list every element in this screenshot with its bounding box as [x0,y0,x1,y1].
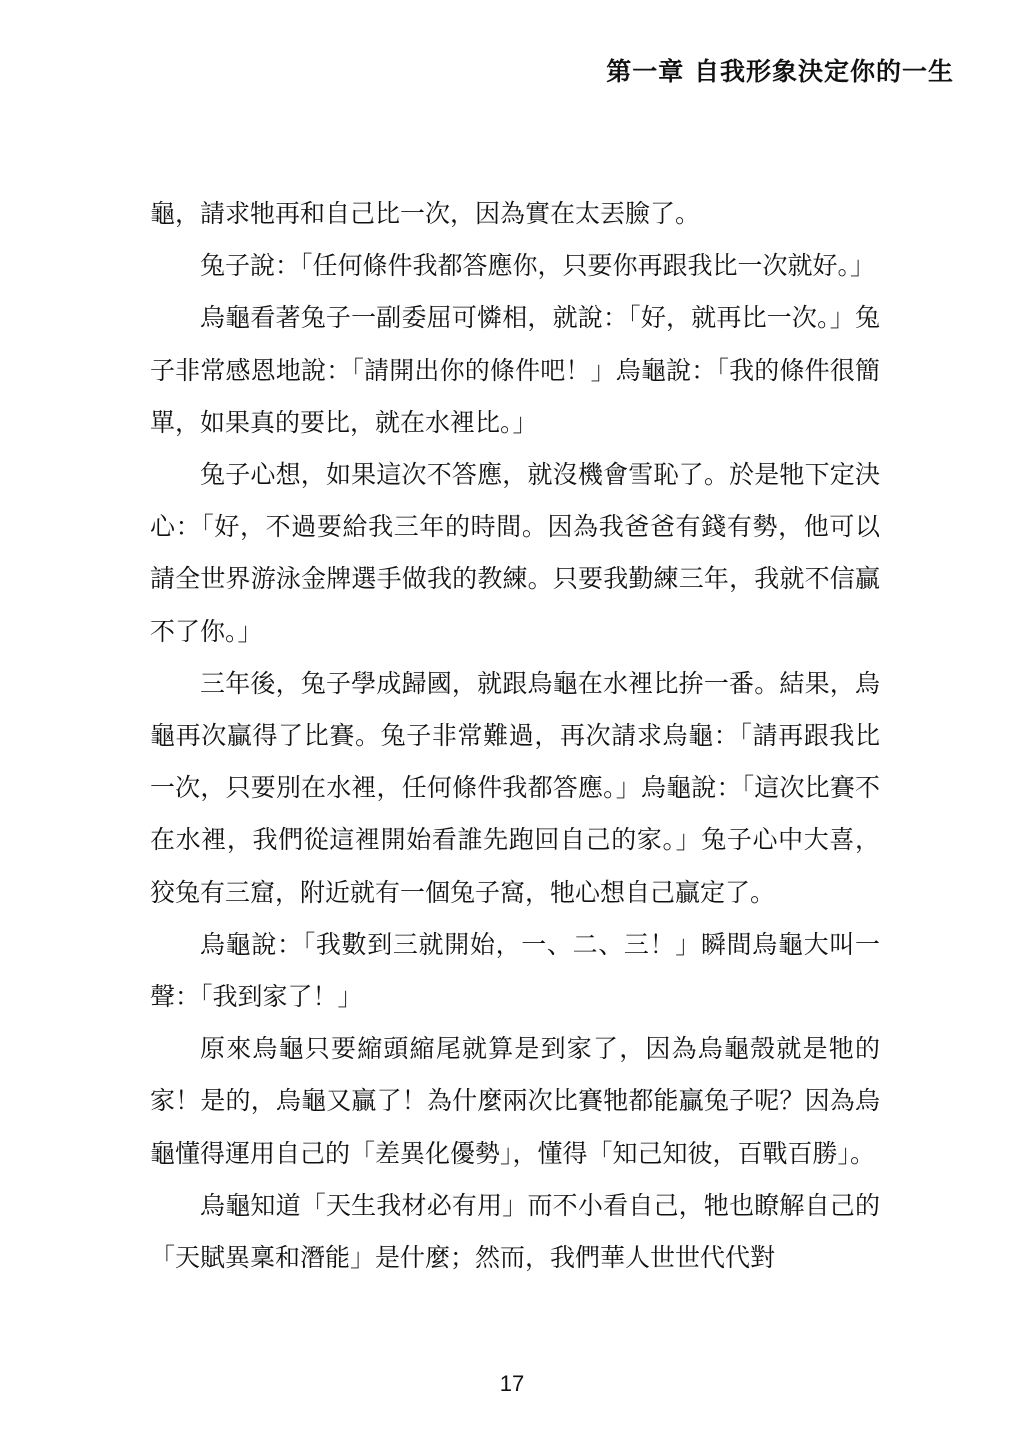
paragraph: 烏龜說：「我數到三就開始，一、二、三！」瞬間烏龜大叫一聲：「我到家了！」 [150,929,880,1012]
paragraph: 兔子說：「任何條件我都答應你，只要你再跟我比一次就好。」 [200,251,876,281]
paragraph: 龜，請求牠再和自己比一次，因為實在太丟臉了。 [150,199,701,228]
body-text [150,188,880,1284]
page-number: 17 [499,1371,525,1396]
paragraph: 烏龜看著兔子一副委屈可憐相，就說：「好，就再比一次。」兔子非常感恩地說：「請開出你的條件吧！」烏龜說：「我的條件很簡單，如果真的要比，就在水裡比。」 [150,303,880,437]
paragraph: 原來烏龜只要縮頭縮尾就算是到家了，因為烏龜殼就是牠的家！是的，烏龜又贏了！為什麼兩次比賽牠都能贏兔子呢？因為烏龜懂得運用自己的「差異化優勢」，懂得「知己知彼，百戰百勝」。 [150,1034,880,1168]
paragraph: 三年後，兔子學成歸國，就跟烏龜在水裡比拚一番。結果，烏龜再次贏得了比賽。兔子非常難過，再次請求烏龜：「請再跟我比一次，只要別在水裡，任何條件我都答應。」烏龜說：「這次比賽不在水裡，我們從這裡開始看誰先跑回自己的家。」兔子心中大喜，狡兔有三窟，附近就有一個兔子窩，牠心想自己贏定了。 [150,668,880,907]
running-header: 第一章 自我形象決定你的一生 [606,57,954,86]
paragraph: 兔子心想，如果這次不答應，就沒機會雪恥了。於是牠下定決心：「好，不過要給我三年的時間。因為我爸爸有錢有勢，他可以請全世界游泳金牌選手做我的教練。只要我勤練三年，我就不信贏不了你。」 [150,460,880,646]
paragraph: 烏龜知道「天生我材必有用」而不小看自己，牠也瞭解自己的「天賦異稟和潛能」是什麼；然而，我們華人世世代代對 [150,1190,880,1273]
